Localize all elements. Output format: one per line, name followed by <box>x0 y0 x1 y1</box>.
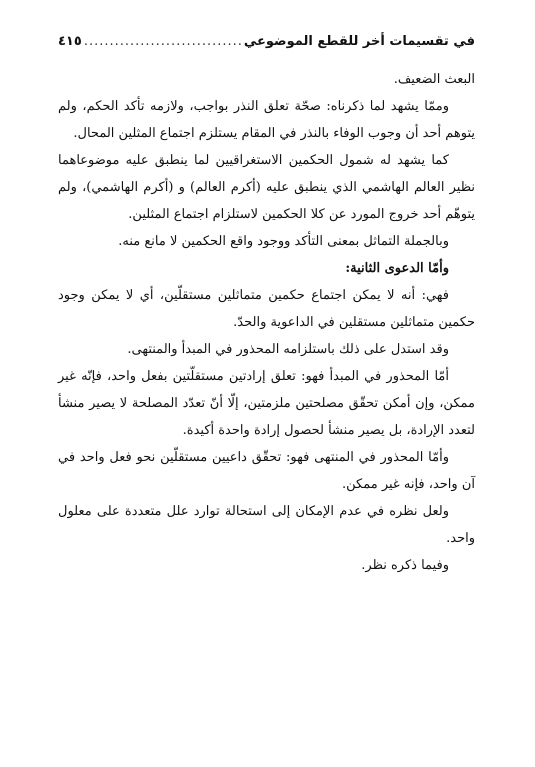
paragraph: وبالجملة التماثل بمعنى التأكد ووجود واقع الحكمين لا مانع منه. <box>118 234 449 249</box>
leader-dots <box>84 34 242 49</box>
page-number: ٤١٥ <box>58 34 82 49</box>
chapter-title: في تقسيمات أخر للقطع الموضوعي <box>243 34 475 49</box>
paragraph: أمّا المحذور في المبدأ فهو: تعلق إرادتين مستقلّتين بفعل واحد، فإنّه غير ممكن، وإن أمكن تحقّق مصلحتين ملزمتين، إلّا أنّ تعدّد المصلحة لا يصير منشأ لتعدد الإرادة، بل يصير منشأ لحصول إرادة واحدة أكيدة. <box>58 369 475 438</box>
running-header <box>58 34 475 49</box>
paragraph: كما يشهد له شمول الحكمين الاستغراقيين لما ينطبق عليه موضوعاهما نظير العالم الهاشمي الذي ينطبق عليه (أكرم العالم) و (أكرم الهاشمي)، ولم يتوهّم أحد خروج المورد عن كلا الحكمين لاستلزام اجتماع المثلين. <box>58 153 475 222</box>
paragraph: وقد استدل على ذلك باستلزامه المحذور في المبدأ والمنتهى. <box>127 342 449 357</box>
paragraph: ولعل نظره في عدم الإمكان إلى استحالة توارد علل متعددة على معلول واحد. <box>58 504 475 546</box>
paragraph: فهي: أنه لا يمكن اجتماع حكمين متماثلين مستقلّين، أي لا يمكن وجود حكمين متماثلين مستقلين في الداعوية والحدّ. <box>58 288 475 330</box>
paragraph: البعث الضعيف. <box>393 72 475 87</box>
paragraph: وأمّا المحذور في المنتهى فهو: تحقّق داعيين مستقلّين نحو فعل واحد في آن واحد، فإنه غير ممكن. <box>58 450 475 492</box>
paragraph: وممّا يشهد لما ذكرناه: صحّة تعلق النذر بواجب، ولازمه تأكد الحكم، ولم يتوهم أحد أن وجوب الوفاء بالنذر في المقام يستلزم اجتماع المثلين المحال. <box>58 99 475 141</box>
section-heading: وأمّا الدعوى الثانية: <box>345 261 449 276</box>
body-text <box>58 66 475 579</box>
paragraph: وفيما ذكره نظر. <box>361 558 449 573</box>
